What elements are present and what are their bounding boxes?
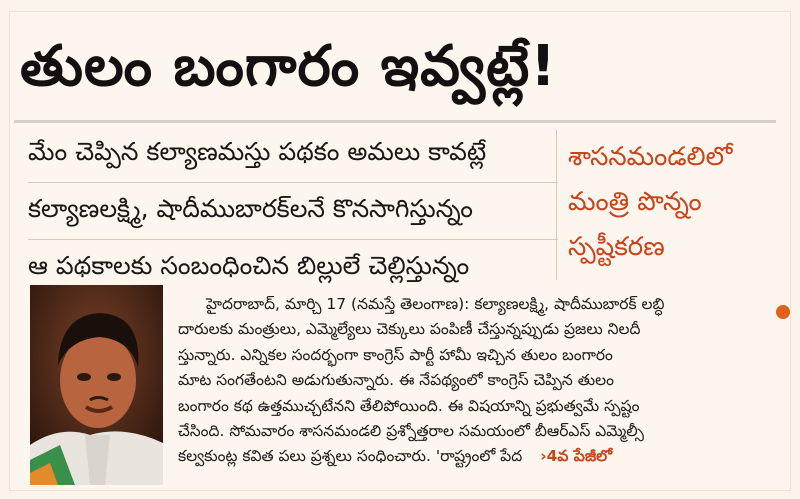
article-line: హైదరాబాద్, మార్చి 17 (నమస్తే తెలంగాణ): కల్యాణలక్ష్మి, షాదీముబారక్ లబ్ధి xyxy=(206,295,665,313)
article-line: బంగారం కథ ఉత్తముచ్చటేనని తేలిపోయింది. ఈ విషయాన్ని ప్రభుత్వమే స్పష్టం xyxy=(178,396,640,415)
headline: తులం బంగారం ఇవ్వట్లే! xyxy=(20,34,557,99)
article-line: చేసింది. సోమవారం శాసనమండలి ప్రశ్నోత్తరాల సమయంలో బీఆర్‌ఎస్ ఎమ్మెల్సీ xyxy=(178,422,644,441)
subheadline-line-3: ఆ పథకాలకు సంబంధించిన బిల్లులే చెల్లిస్తున్నం xyxy=(28,251,470,280)
headline-rule xyxy=(14,120,776,123)
article-line-last xyxy=(178,444,766,469)
side-note-line-3: స్పష్టీకరణ xyxy=(568,232,665,262)
side-note-line-1: శాసనమండలిలో xyxy=(568,142,733,172)
article-body xyxy=(178,292,766,470)
minister-photo xyxy=(30,285,163,485)
subheadline-line-1: మేం చెప్పిన కల్యాణమస్తు పథకం అమలు కావట్లే xyxy=(28,126,558,183)
article-line: మాట సంగతేంటని అడుగుతున్నారు. ఈ నేపథ్యంలో కాంగ్రెస్ చెప్పిన తులం xyxy=(178,371,615,390)
continued-on-page-4: ›4వ పేజీలో xyxy=(540,447,613,466)
article-line-text: కల్వకుంట్ల కవిత పలు ప్రశ్నలు సంధించారు. 'రాష్ట్రంలో పేద xyxy=(178,447,523,466)
column-divider xyxy=(556,130,557,280)
side-note xyxy=(568,135,758,270)
article-line: స్తున్నారు. ఎన్నికల సందర్భంగా కాంగ్రెస్ పార్టీ హామీ ఇచ్చిన తులం బంగారం xyxy=(178,345,613,364)
side-note-line-2: మంత్రి పొన్నం xyxy=(568,187,702,217)
subheadline-line-2: కల్యాణలక్ష్మి, షాదీముబారక్‌లనే కొనసాగిస్తున్నం xyxy=(28,183,558,240)
orange-dot-bullet xyxy=(776,305,790,319)
article-line: దారులకు మంత్రులు, ఎమ్మెల్యేలు చెక్కులు పంపిణీ చేస్తున్నప్పుడు ప్రజలు నిలదీ xyxy=(178,320,641,339)
subheadline-block xyxy=(28,126,558,296)
